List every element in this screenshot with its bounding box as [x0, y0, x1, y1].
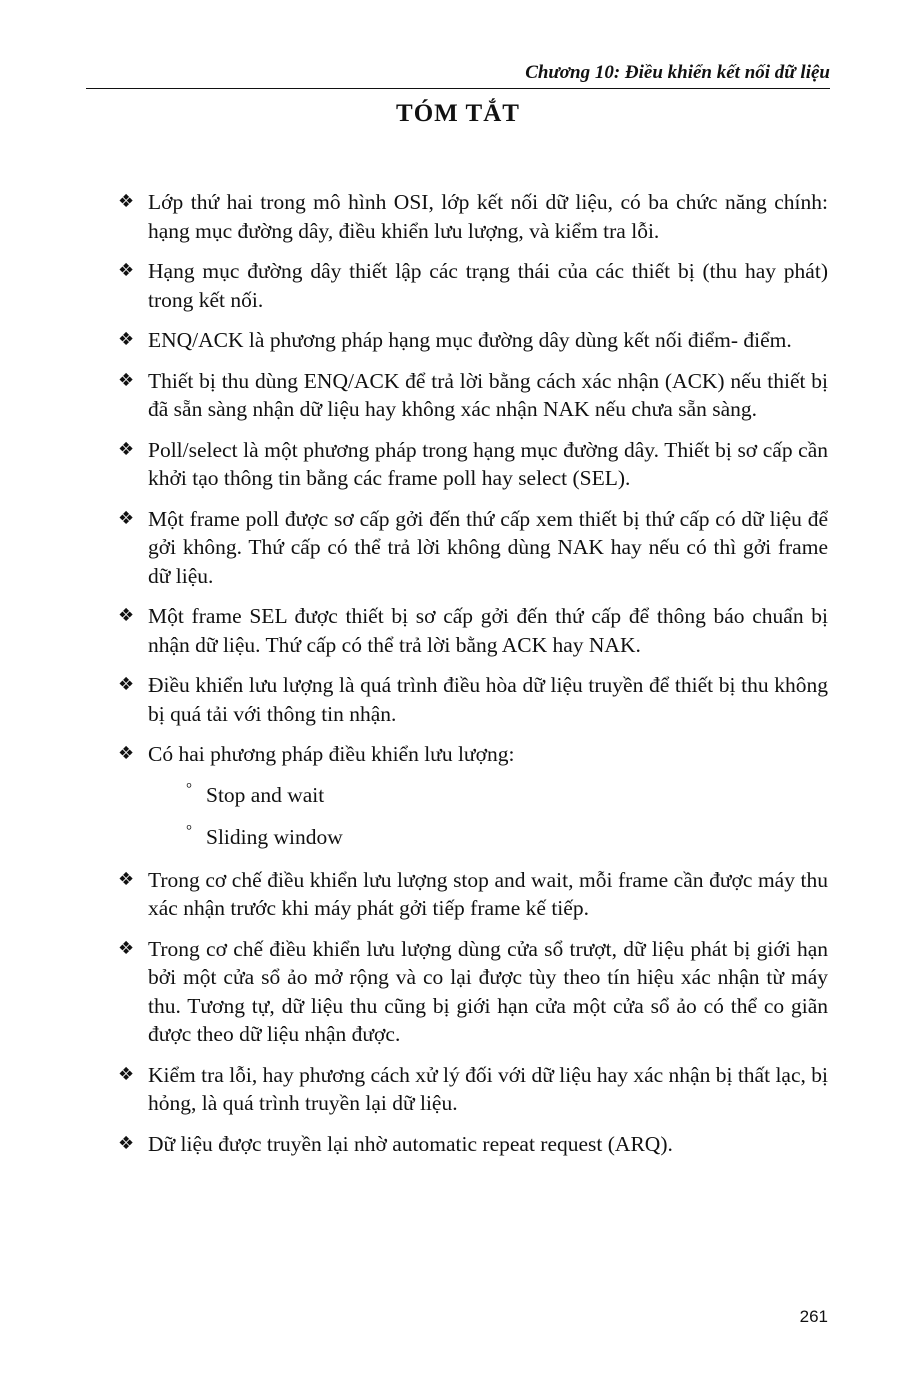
diamond-bullet-icon: ❖ — [118, 438, 135, 460]
diamond-bullet-icon: ❖ — [118, 260, 135, 281]
list-item — [118, 367, 828, 424]
diamond-bullet-icon: ❖ — [118, 605, 135, 626]
list-item-text: Điều khiển lưu lượng là quá trình điều hòa dữ liệu truyền để thiết bị thu không bị quá tải với thông tin nhận. — [148, 673, 828, 726]
diamond-bullet-icon: ❖ — [118, 937, 135, 959]
sublist-container — [118, 781, 828, 852]
diamond-bullet-icon: ❖ — [118, 191, 135, 212]
summary-list — [118, 188, 828, 1170]
list-item — [118, 188, 828, 245]
list-item-text: Trong cơ chế điều khiển lưu lượng dùng cửa sổ trượt, dữ liệu phát bị giới hạn bởi một cửa sổ ảo mở rộng và co lại được tùy theo tín hiệu xác nhận từ máy thu. Tương tự, dữ liệu thu cũng bị giới hạn cửa một cửa sổ ảo có thể co giãn được theo dữ liệu nhận được. — [148, 936, 828, 1046]
diamond-bullet-icon: ❖ — [118, 507, 135, 529]
list-item — [118, 740, 828, 769]
diamond-bullet-icon: ❖ — [118, 868, 135, 890]
list-item-text: Thiết bị thu dùng ENQ/ACK để trả lời bằng cách xác nhận (ACK) nếu thiết bị đã sẵn sàng nhận dữ liệu hay không xác nhận NAK nếu chưa sẵn sàng. — [148, 368, 828, 421]
list-item-text: Trong cơ chế điều khiển lưu lượng stop and wait, mỗi frame cần được máy thu xác nhận trước khi máy phát gởi tiếp frame kế tiếp. — [148, 867, 828, 920]
circle-bullet-icon: ° — [186, 823, 192, 839]
list-item-text: Poll/select là một phương pháp trong hạng mục đường dây. Thiết bị sơ cấp cần khởi tạo thông tin bằng các frame poll hay select (SEL). — [148, 437, 828, 490]
list-item — [118, 505, 828, 591]
diamond-bullet-icon: ❖ — [118, 674, 135, 695]
sub-list-item-text: Stop and wait — [206, 782, 325, 807]
sub-list-item — [186, 781, 828, 810]
running-header — [86, 60, 830, 89]
list-item-text: Lớp thứ hai trong mô hình OSI, lớp kết nối dữ liệu, có ba chức năng chính: hạng mục đường dây, điều khiển lưu lượng, và kiểm tra lỗi. — [148, 190, 828, 243]
list-item-text: Dữ liệu được truyền lại nhờ automatic repeat request (ARQ). — [148, 1131, 673, 1156]
list-item — [118, 866, 828, 923]
list-item-text: Có hai phương pháp điều khiển lưu lượng: — [148, 742, 515, 766]
list-item-text: Một frame poll được sơ cấp gởi đến thứ cấp xem thiết bị thứ cấp có dữ liệu để gởi không. Thứ cấp có thể trả lời không dùng NAK hay nếu có thì gởi frame dữ liệu. — [148, 506, 828, 588]
diamond-bullet-icon: ❖ — [118, 743, 135, 764]
sub-list-item-text: Sliding window — [206, 825, 343, 849]
diamond-bullet-icon: ❖ — [118, 369, 135, 391]
list-item — [118, 1130, 828, 1159]
list-item — [118, 1061, 828, 1118]
list-item-text: ENQ/ACK là phương pháp hạng mục đường dây dùng kết nối điểm- điểm. — [148, 328, 792, 352]
list-item — [118, 436, 828, 493]
page-number: 261 — [799, 1307, 828, 1326]
list-item-text: Hạng mục đường dây thiết lập các trạng thái của các thiết bị (thu hay phát) trong kết nối. — [148, 259, 828, 312]
list-item — [118, 326, 828, 355]
list-item — [118, 671, 828, 728]
list-item — [118, 257, 828, 314]
list-item — [118, 602, 828, 659]
flow-control-methods-list — [118, 781, 828, 852]
diamond-bullet-icon: ❖ — [118, 329, 135, 350]
diamond-bullet-icon: ❖ — [118, 1063, 135, 1085]
list-item-text: Một frame SEL được thiết bị sơ cấp gởi đến thứ cấp để thông báo chuẩn bị nhận dữ liệu. Thứ cấp có thể trả lời bằng ACK hay NAK. — [148, 604, 828, 657]
chapter-title: Chương 10: Điều khiển kết nối dữ liệu — [525, 62, 830, 83]
list-item-text: Kiểm tra lỗi, hay phương cách xử lý đối với dữ liệu hay xác nhận bị thất lạc, bị hỏng, là quá trình truyền lại dữ liệu. — [148, 1062, 828, 1115]
diamond-bullet-icon: ❖ — [118, 1132, 135, 1154]
circle-bullet-icon: ° — [186, 780, 192, 797]
page-title: TÓM TẮT — [396, 100, 520, 127]
sub-list-item — [186, 823, 828, 852]
list-item — [118, 935, 828, 1049]
